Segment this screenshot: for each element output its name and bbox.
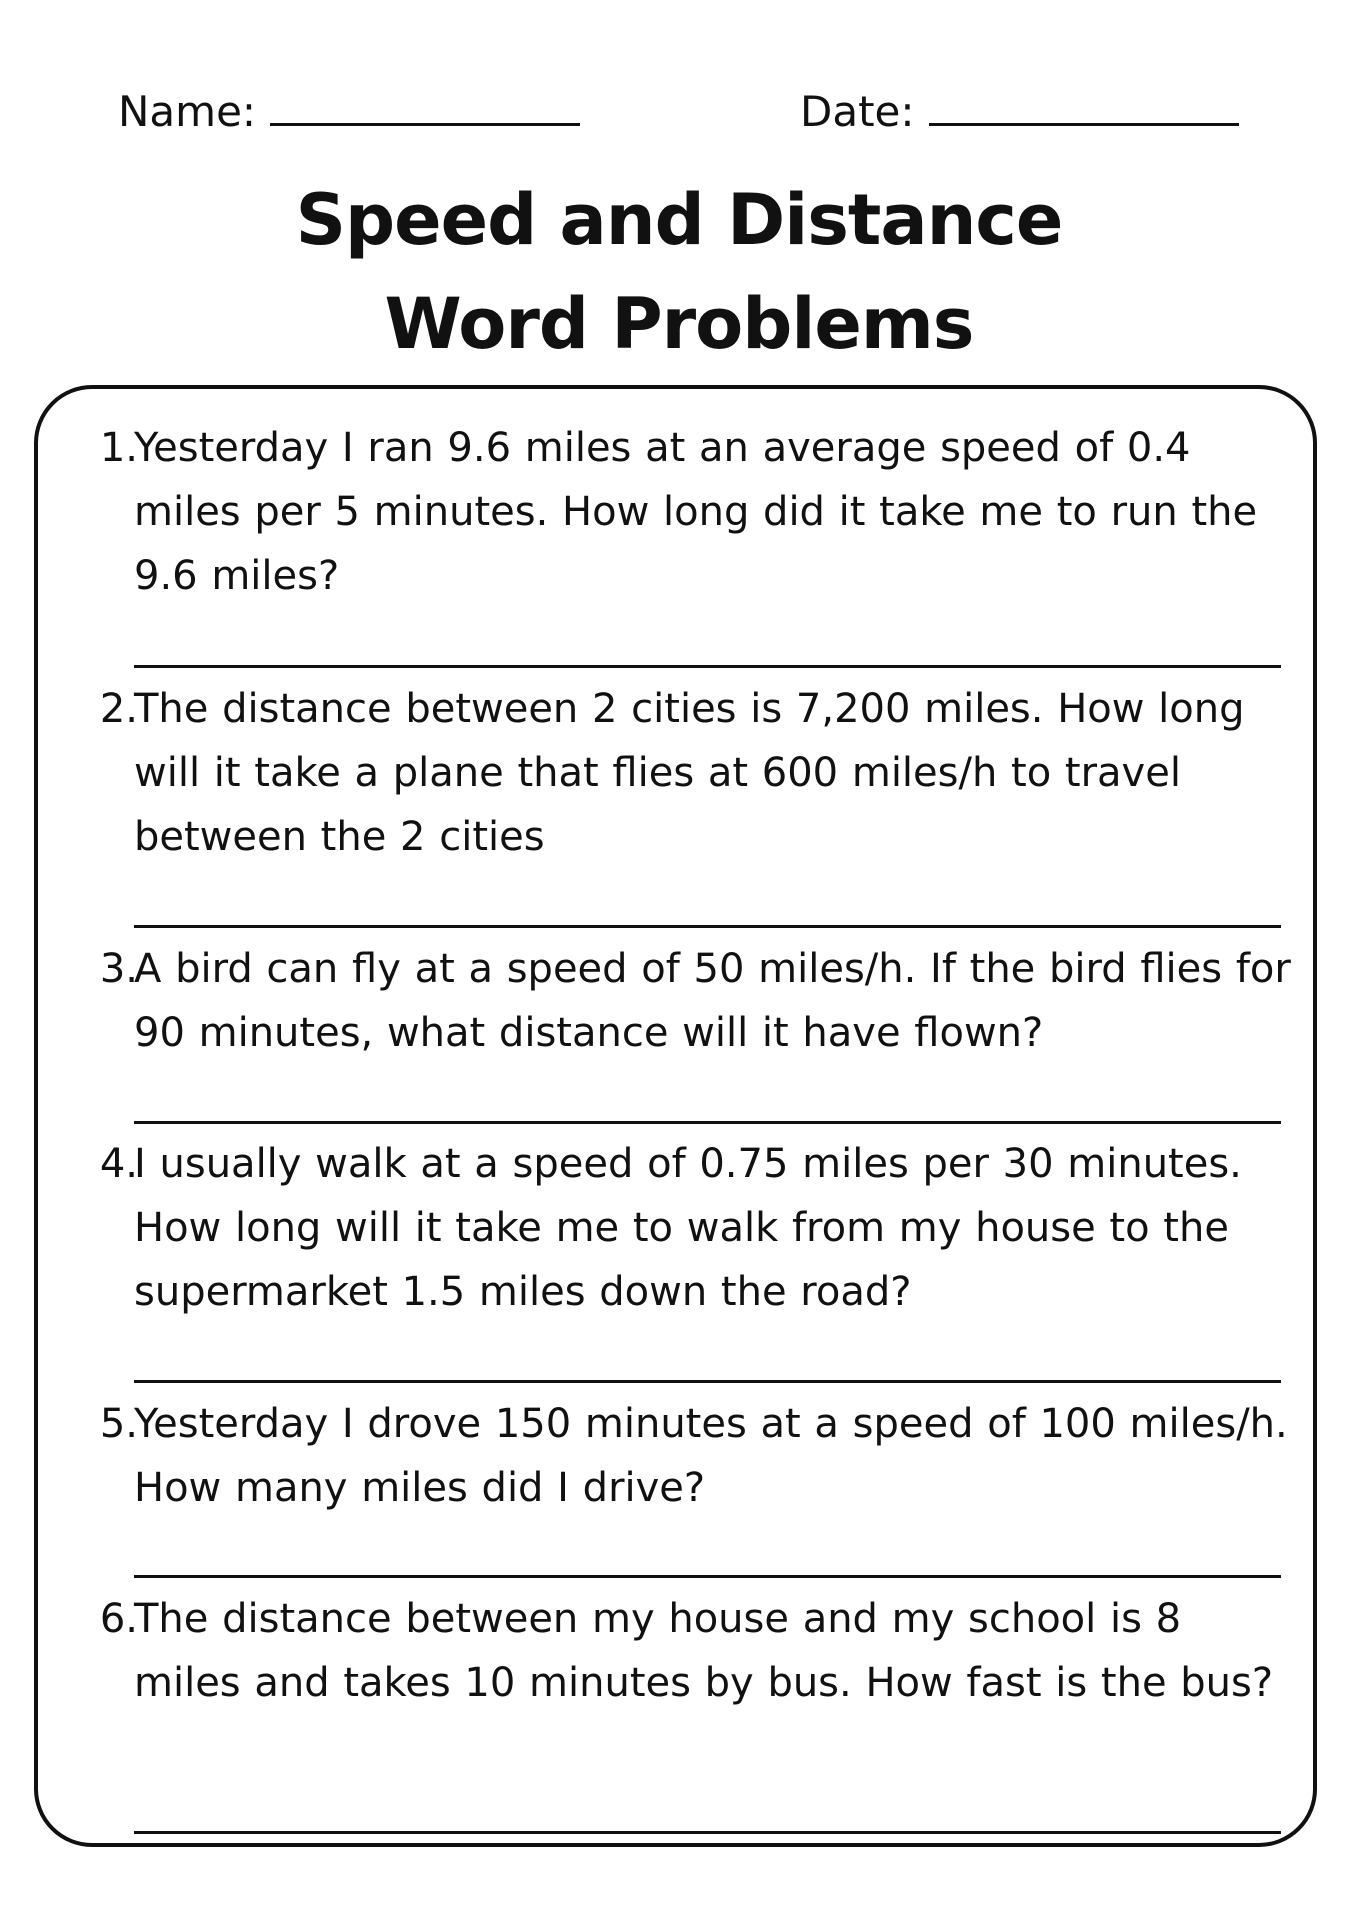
problem-text: I usually walk at a speed of 0.75 miles per 30 minutes. How long will it take me to walk from my house to the supermarket 1.5 miles down the road?: [134, 1141, 1242, 1315]
answer-line-6[interactable]: [134, 1831, 1281, 1834]
answer-line-2[interactable]: [134, 925, 1281, 928]
title-line-1: Speed and Distance: [295, 179, 1063, 261]
date-field[interactable]: [800, 82, 1239, 142]
title-line-2: Word Problems: [384, 283, 974, 365]
date-label: Date:: [800, 87, 915, 136]
problem-text: Yesterday I drove 150 minutes at a speed of 100 miles/h. How many miles did I drive?: [134, 1401, 1288, 1511]
problem-text: A bird can fly at a speed of 50 miles/h. If the bird flies for 90 minutes, what distance will it have flown?: [134, 946, 1291, 1056]
problem-number: 6.: [99, 1596, 138, 1642]
date-blank-line[interactable]: [929, 122, 1239, 126]
problem-text: Yesterday I ran 9.6 miles at an average speed of 0.4 miles per 5 minutes. How long did it take me to run the 9.6 miles?: [134, 425, 1258, 599]
problem-number: 4.: [99, 1141, 138, 1187]
answer-line-4[interactable]: [134, 1380, 1281, 1383]
name-field[interactable]: [118, 82, 580, 142]
worksheet-header: [0, 82, 1358, 142]
answer-line-5[interactable]: [134, 1575, 1281, 1578]
problem-text: The distance between 2 cities is 7,200 miles. How long will it take a plane that flies at 600 miles/h to travel between the 2 cities: [134, 686, 1245, 860]
worksheet-title: [0, 168, 1358, 376]
problem-number: 3.: [99, 946, 138, 992]
answer-line-3[interactable]: [134, 1121, 1281, 1124]
answer-line-1[interactable]: [134, 665, 1281, 668]
name-label: Name:: [118, 87, 257, 136]
problem-text: The distance between my house and my school is 8 miles and takes 10 minutes by bus. How fast is the bus?: [134, 1596, 1274, 1706]
name-blank-line[interactable]: [270, 122, 580, 126]
problem-number: 2.: [99, 686, 138, 732]
problems-box: [34, 385, 1317, 1847]
problem-number: 1.: [99, 425, 138, 471]
problem-number: 5.: [99, 1401, 138, 1447]
